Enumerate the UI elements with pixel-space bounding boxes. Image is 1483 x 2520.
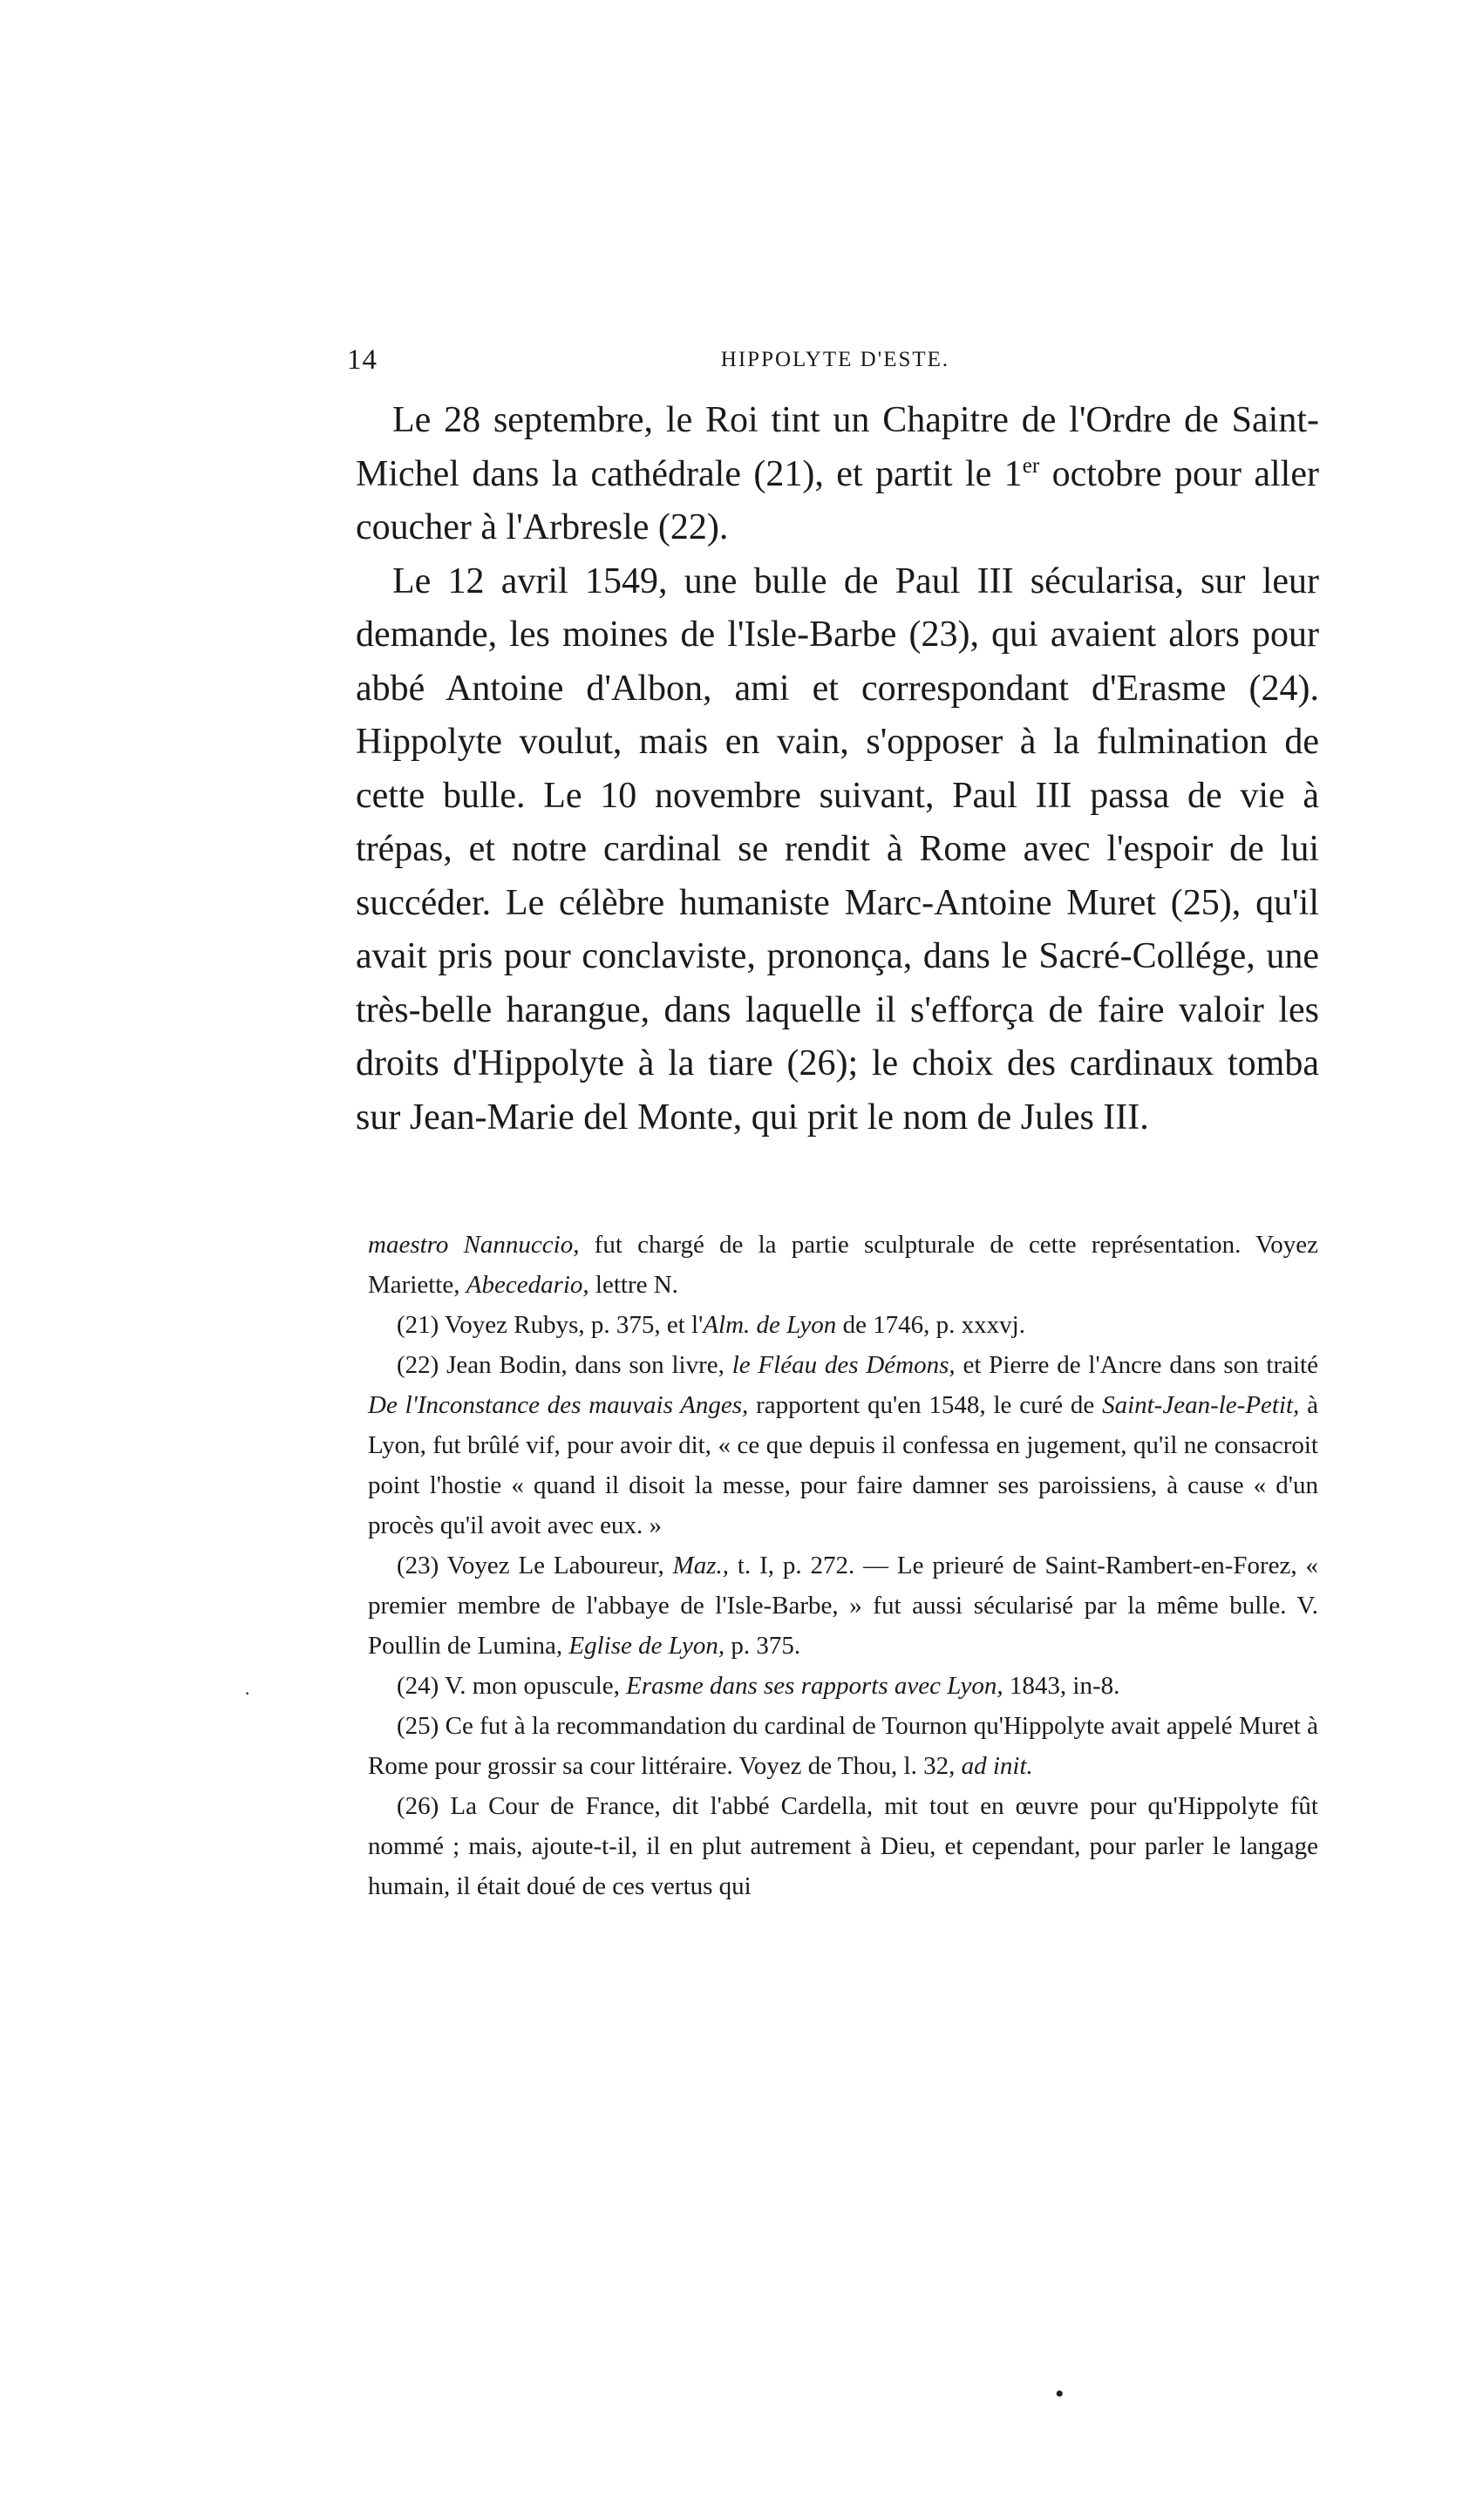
running-title: HIPPOLYTE D'ESTE.: [720, 348, 950, 371]
footnote-21: (21) Voyez Rubys, p. 375, et l'Alm. de Lyon de 1746, p. xxxvj.: [397, 1311, 1025, 1339]
paragraph-2: Le 12 avril 1549, une bulle de Paul III sécularisa, sur leur demande, les moines de l'Isle-Barbe (23), qui avaient alors pour abbé Antoine d'Albon, ami et correspondant d'Erasme (24). Hippolyte voulut, mais en vain, s'opposer à la fulmination de cette bulle. Le 10 novembre suivant, Paul III passa de vie à trépas, et notre cardinal se rendit à Rome avec l'espoir de lui succéder. Le célèbre humaniste Marc-Antoine Muret (25), qu'il avait pris pour conclaviste, prononça, dans le Sacré-Collége, une très-belle harangue, dans laquelle il s'efforça de faire valoir les droits d'Hippolyte à la tiare (26); le choix des cardinaux tomba sur Jean-Marie del Monte, qui prit le nom de Jules III.: [356, 560, 1319, 1138]
footnote-26: (26) La Cour de France, dit l'abbé Cardella, mit tout en œuvre pour qu'Hippolyte fût nommé ; mais, ajoute-t-il, il en plut autrement à Dieu, et cependant, pour parler le langage humain, il était doué de ces vertus qui: [368, 1792, 1318, 1900]
footnote-23: (23) Voyez Le Laboureur, Maz., t. I, p. 272. — Le prieuré de Saint-Rambert-en-Forez, « premier membre de l'abbaye de l'Isle-Barbe, » fut aussi sécularisé par la même bulle. V. Poullin de Lumina, Eglise de Lyon, p. 375.: [368, 1552, 1318, 1660]
footnote-24: (24) V. mon opuscule, Erasme dans ses rapports avec Lyon, 1843, in-8.: [397, 1672, 1120, 1700]
ink-speck: •: [1055, 2380, 1065, 2408]
page-header: [347, 344, 1323, 379]
footnote-22: (22) Jean Bodin, dans son livre, le Fléau des Démons, et Pierre de l'Ancre dans son traité De l'Inconstance des mauvais Anges, rapportent qu'en 1548, le curé de Saint-Jean-le-Petit, à Lyon, fut brûlé vif, pour avoir dit, « ce que depuis il confessa en jugement, qu'il ne consacroit point l'hostie « quand il disoit la messe, pour faire damner ses paroissiens, à cause « d'un procès qu'il avoit avec eux. »: [368, 1351, 1318, 1539]
page-number: 14: [347, 344, 378, 376]
superscript-er: er: [1022, 453, 1040, 478]
paragraph-1: Le 28 septembre, le Roi tint un Chapitre de l'Ordre de Saint-Michel dans la cathédrale (21), et partit le 1er octobre pour aller coucher à l'Arbresle (22).: [356, 400, 1319, 547]
footnote-continuation: maestro Nannuccio, fut chargé de la partie sculpturale de cette représentation. Voyez Mariette, Abecedario, lettre N.: [368, 1231, 1318, 1299]
main-text: [356, 394, 1319, 1145]
ink-speck: ·: [244, 1682, 251, 1704]
footnote-25: (25) Ce fut à la recommandation du cardinal de Tournon qu'Hippolyte avait appelé Muret à Rome pour grossir sa cour littéraire. Voyez de Thou, l. 32, ad init.: [368, 1712, 1318, 1780]
footnotes: [368, 1225, 1318, 1906]
